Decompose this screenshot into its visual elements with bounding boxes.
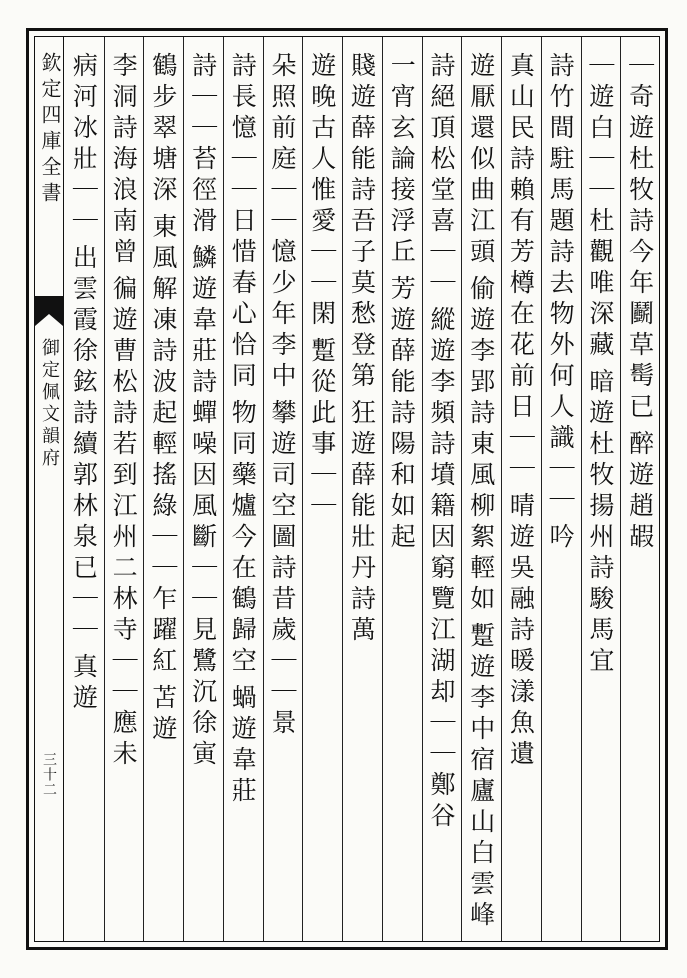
column-text: 鶴步翠塘深 [148,52,178,207]
column-divider [143,37,144,941]
column-text: 病河冰壯｜｜ [69,52,99,238]
column-text: 苫遊 [148,684,178,746]
column-text: ｜遊白｜｜杜觀唯深藏 [585,52,615,362]
column-text: 遊晚古人惟愛｜｜閑 [307,52,337,331]
column-text: 暗遊杜牧揚州詩駿馬宜 [585,368,615,678]
column-text: 真遊 [69,653,99,715]
column-divider [263,37,264,941]
page-number: 三十二 [41,752,57,797]
column-text: 詩｜｜苔徑滑 [188,52,218,238]
column-text: 李洞詩海浪南曾 [109,52,139,269]
column-divider [302,37,303,941]
column-divider [461,37,462,941]
column-text: 芳遊薛能詩陽和如起 [387,275,417,554]
column-divider [541,37,542,941]
column-text: 晴遊吳融詩暖漾魚遺 [506,492,536,771]
column-divider [501,37,502,941]
column-text: 攀遊司空圖詩昔歲｜｜景 [268,399,298,740]
column-text: 東風解凍詩波起輕搖綠｜｜乍躍紅 [148,213,178,678]
column-divider [342,37,343,941]
column-divider [581,37,582,941]
column-text: 真山民詩賴有芳樽在花前日｜｜ [506,52,536,486]
column-text: 蹔遊李中宿廬山白雲峰 [466,622,496,932]
column-text: 遊厭還似曲江頭 [466,52,496,269]
book-name: 御定佩文韻府 [39,338,60,470]
column-text: 詩絕頂松堂喜｜｜ [426,52,456,300]
column-text: 物同藥爐今在鶴歸空 [228,399,258,678]
column-text: 賤遊薛能詩吾子莫愁登第 [347,52,377,393]
column-divider [104,37,105,941]
column-divider [183,37,184,941]
column-divider [382,37,383,941]
column-text: 吟 [546,523,576,554]
column-text: 詩竹間駐馬題詩去物外何人識｜｜ [546,52,576,517]
book-title: 欽定四庫全書 [38,52,62,208]
column-text: 詩長憶｜｜日惜春心恰同 [228,52,258,393]
column-divider [422,37,423,941]
column-text: 一宵玄論接浮丘 [387,52,417,269]
column-text: 朵照前庭｜｜憶少年李中 [268,52,298,393]
column-text: ｜奇遊杜牧詩今年鬬草髩已 [625,52,655,424]
column-text: 縱遊李頻詩墳籍因窮覽江湖却｜｜鄭谷 [426,306,456,833]
column-text: 蹔從此事｜｜ [307,337,337,523]
column-text: 偷遊李郢詩東風柳絮輕如 [466,275,496,616]
column-text: 出雲霞徐鉉詩續郭林泉已｜｜ [69,244,99,647]
column-text: 狂遊薛能壯丹詩萬 [347,399,377,647]
column-text: 徧遊曹松詩若到江州二林寺｜｜應未 [109,275,139,771]
column-text: 醉遊趙嘏 [625,430,655,554]
column-text: 蝸遊韋莊 [228,684,258,808]
column-divider [620,37,621,941]
column-text: 鱗遊韋莊詩蟬噪因風斷｜｜見鷺沉徐寅 [188,244,218,771]
column-divider [223,37,224,941]
